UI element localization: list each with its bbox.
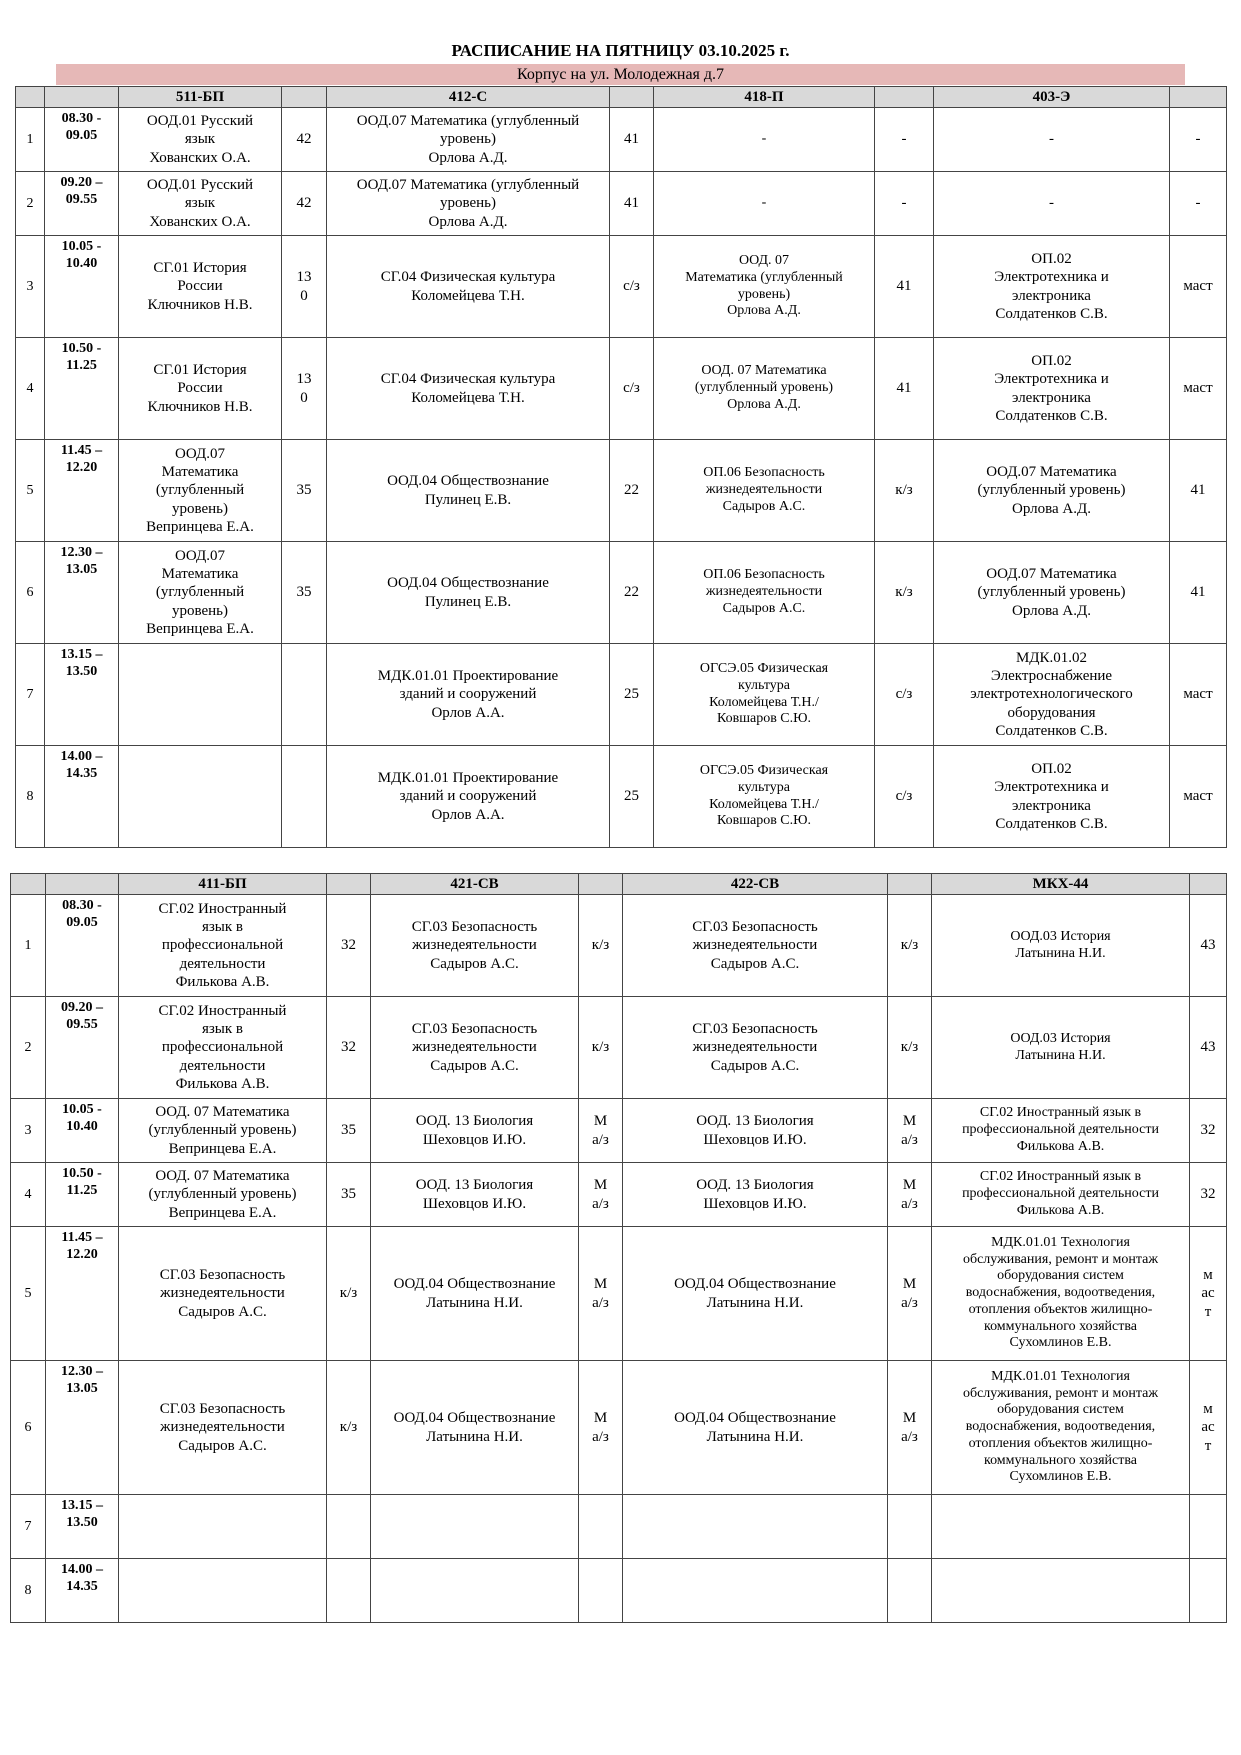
room-cell: маст: [1170, 236, 1227, 338]
room-cell: 35: [282, 440, 327, 542]
subject-cell: ООД. 07 Математика (углубленный уровень) Орлова А.Д.: [654, 236, 875, 338]
lesson-time: 14.00 – 14.35: [46, 1559, 119, 1623]
lesson-time: 14.00 – 14.35: [45, 746, 119, 848]
subject-cell: СГ.04 Физическая культура Коломейцева Т.Н.: [327, 338, 610, 440]
subject-cell: ООД.04 Обществознание Латынина Н.И.: [623, 1227, 888, 1361]
lesson-time: 13.15 – 13.50: [46, 1495, 119, 1559]
subject-cell: ОП.02 Электротехника и электроника Солдатенков С.В.: [934, 236, 1170, 338]
subject-cell: ООД.04 Обществознание Пулинец Е.В.: [327, 542, 610, 644]
schedule-table-2: [10, 873, 1227, 1623]
lesson-time: 09.20 – 09.55: [45, 172, 119, 236]
subject-cell: ООД. 13 Биология Шеховцов И.Ю.: [623, 1163, 888, 1227]
subject-cell: ООД. 13 Биология Шеховцов И.Ю.: [371, 1099, 579, 1163]
room-cell: 43: [1190, 997, 1227, 1099]
subject-cell: МДК.01.01 Проектирование зданий и сооружений Орлов А.А.: [327, 746, 610, 848]
room-cell: [579, 1559, 623, 1623]
room-cell: 32: [327, 997, 371, 1099]
room-cell: к/з: [875, 542, 934, 644]
lesson-row: [16, 172, 1227, 236]
subject-cell: -: [934, 172, 1170, 236]
lesson-number: 6: [16, 542, 45, 644]
lesson-number: 8: [16, 746, 45, 848]
lesson-row: [11, 1163, 1227, 1227]
room-cell: м ас т: [1190, 1361, 1227, 1495]
room-cell: -: [1170, 108, 1227, 172]
room-header: [1190, 874, 1227, 895]
room-cell: [282, 746, 327, 848]
room-cell: 41: [610, 108, 654, 172]
room-cell: [327, 1495, 371, 1559]
group-header: 411-БП: [119, 874, 327, 895]
header-blank: [11, 874, 46, 895]
lesson-row: [11, 1227, 1227, 1361]
subject-cell: СГ.02 Иностранный язык в профессиональной деятельности Филькова А.В.: [932, 1163, 1190, 1227]
room-cell: 32: [1190, 1099, 1227, 1163]
room-cell: 35: [327, 1099, 371, 1163]
subject-cell: [932, 1559, 1190, 1623]
subject-cell: ОП.02 Электротехника и электроника Солдатенков С.В.: [934, 746, 1170, 848]
subject-cell: ООД.03 История Латынина Н.И.: [932, 997, 1190, 1099]
room-cell: М а/з: [888, 1227, 932, 1361]
schedule-table-1: [15, 86, 1227, 848]
room-cell: 22: [610, 440, 654, 542]
lesson-row: [11, 1559, 1227, 1623]
subject-cell: ОП.06 Безопасность жизнедеятельности Садыров А.С.: [654, 542, 875, 644]
room-cell: М а/з: [579, 1099, 623, 1163]
lesson-number: 5: [11, 1227, 46, 1361]
room-cell: 35: [327, 1163, 371, 1227]
header-blank: [45, 87, 119, 108]
subject-cell: [623, 1495, 888, 1559]
room-cell: 41: [1170, 440, 1227, 542]
lesson-number: 7: [16, 644, 45, 746]
subject-cell: ООД.07 Математика (углубленный уровень) Орлова А.Д.: [327, 108, 610, 172]
room-cell: 32: [327, 895, 371, 997]
group-header: 418-П: [654, 87, 875, 108]
group-header: 422-СВ: [623, 874, 888, 895]
room-cell: 41: [875, 236, 934, 338]
lesson-row: [16, 644, 1227, 746]
lesson-number: 1: [11, 895, 46, 997]
room-cell: к/з: [888, 895, 932, 997]
lesson-time: 11.45 – 12.20: [46, 1227, 119, 1361]
subject-cell: ОГСЭ.05 Физическая культура Коломейцева Т.Н./ Ковшаров С.Ю.: [654, 746, 875, 848]
room-cell: 32: [1190, 1163, 1227, 1227]
room-cell: 13 0: [282, 236, 327, 338]
room-header: [875, 87, 934, 108]
room-cell: к/з: [579, 997, 623, 1099]
room-cell: 35: [282, 542, 327, 644]
subject-cell: ООД. 13 Биология Шеховцов И.Ю.: [623, 1099, 888, 1163]
subject-cell: ООД.01 Русский язык Хованских О.А.: [119, 108, 282, 172]
subject-cell: ООД.07 Математика (углубленный уровень) Вепринцева Е.А.: [119, 542, 282, 644]
subject-cell: СГ.03 Безопасность жизнедеятельности Садыров А.С.: [623, 997, 888, 1099]
room-header: [1170, 87, 1227, 108]
subject-cell: -: [654, 108, 875, 172]
lesson-time: 09.20 – 09.55: [46, 997, 119, 1099]
subject-cell: ООД.01 Русский язык Хованских О.А.: [119, 172, 282, 236]
room-cell: М а/з: [888, 1361, 932, 1495]
subject-cell: МДК.01.02 Электроснабжение электротехнологического оборудования Солдатенков С.В.: [934, 644, 1170, 746]
lesson-number: 3: [16, 236, 45, 338]
subject-cell: [119, 644, 282, 746]
lesson-time: 10.50 - 11.25: [45, 338, 119, 440]
room-header: [282, 87, 327, 108]
room-cell: М а/з: [579, 1361, 623, 1495]
subject-cell: ООД.07 Математика (углубленный уровень) Орлова А.Д.: [934, 542, 1170, 644]
room-cell: М а/з: [579, 1227, 623, 1361]
subject-cell: ОП.06 Безопасность жизнедеятельности Садыров А.С.: [654, 440, 875, 542]
subject-cell: СГ.02 Иностранный язык в профессиональной деятельности Филькова А.В.: [119, 997, 327, 1099]
lesson-time: 10.05 - 10.40: [46, 1099, 119, 1163]
subject-cell: [119, 746, 282, 848]
room-cell: [282, 644, 327, 746]
room-cell: к/з: [327, 1361, 371, 1495]
room-cell: -: [875, 108, 934, 172]
subject-cell: [119, 1495, 327, 1559]
lesson-row: [16, 440, 1227, 542]
subject-cell: [371, 1495, 579, 1559]
subject-cell: ООД.04 Обществознание Латынина Н.И.: [623, 1361, 888, 1495]
subject-cell: ООД. 07 Математика (углубленный уровень) Вепринцева Е.А.: [119, 1099, 327, 1163]
room-cell: м ас т: [1190, 1227, 1227, 1361]
subject-cell: СГ.03 Безопасность жизнедеятельности Садыров А.С.: [371, 895, 579, 997]
lesson-row: [16, 338, 1227, 440]
lesson-number: 1: [16, 108, 45, 172]
subject-cell: ООД. 07 Математика (углубленный уровень) Вепринцева Е.А.: [119, 1163, 327, 1227]
room-header: [327, 874, 371, 895]
room-cell: с/з: [875, 746, 934, 848]
room-cell: М а/з: [888, 1099, 932, 1163]
subject-cell: -: [654, 172, 875, 236]
room-cell: 43: [1190, 895, 1227, 997]
room-cell: 41: [1170, 542, 1227, 644]
room-cell: [888, 1559, 932, 1623]
lesson-time: 08.30 - 09.05: [46, 895, 119, 997]
room-cell: маст: [1170, 338, 1227, 440]
lesson-time: 12.30 – 13.05: [45, 542, 119, 644]
subject-cell: ООД.03 История Латынина Н.И.: [932, 895, 1190, 997]
room-cell: [327, 1559, 371, 1623]
header-blank: [46, 874, 119, 895]
room-cell: маст: [1170, 746, 1227, 848]
room-cell: 25: [610, 746, 654, 848]
lesson-number: 5: [16, 440, 45, 542]
room-cell: М а/з: [888, 1163, 932, 1227]
room-header: [888, 874, 932, 895]
subject-cell: [371, 1559, 579, 1623]
subject-cell: ООД.07 Математика (углубленный уровень) Орлова А.Д.: [327, 172, 610, 236]
room-cell: с/з: [610, 236, 654, 338]
group-header: 511-БП: [119, 87, 282, 108]
room-cell: к/з: [888, 997, 932, 1099]
room-cell: [1190, 1495, 1227, 1559]
subject-cell: ООД.04 Обществознание Пулинец Е.В.: [327, 440, 610, 542]
group-header: 412-С: [327, 87, 610, 108]
subject-cell: -: [934, 108, 1170, 172]
subject-cell: ООД.07 Математика (углубленный уровень) Орлова А.Д.: [934, 440, 1170, 542]
subject-cell: СГ.02 Иностранный язык в профессиональной деятельности Филькова А.В.: [932, 1099, 1190, 1163]
lesson-time: 11.45 – 12.20: [45, 440, 119, 542]
lesson-row: [11, 997, 1227, 1099]
subject-cell: ООД. 07 Математика (углубленный уровень) Орлова А.Д.: [654, 338, 875, 440]
subject-cell: ООД.04 Обществознание Латынина Н.И.: [371, 1361, 579, 1495]
lesson-number: 7: [11, 1495, 46, 1559]
lesson-number: 4: [16, 338, 45, 440]
group-header: 421-СВ: [371, 874, 579, 895]
lesson-row: [11, 1495, 1227, 1559]
lesson-number: 6: [11, 1361, 46, 1495]
room-cell: М а/з: [579, 1163, 623, 1227]
subject-cell: ООД.07 Математика (углубленный уровень) Вепринцева Е.А.: [119, 440, 282, 542]
header-row: [16, 87, 1227, 108]
subject-cell: ООД.04 Обществознание Латынина Н.И.: [371, 1227, 579, 1361]
group-header: 403-Э: [934, 87, 1170, 108]
lesson-time: 08.30 - 09.05: [45, 108, 119, 172]
room-cell: к/з: [875, 440, 934, 542]
lesson-row: [16, 108, 1227, 172]
lesson-row: [11, 1099, 1227, 1163]
subject-cell: [119, 1559, 327, 1623]
building-banner: Корпус на ул. Молодежная д.7: [56, 64, 1185, 85]
room-cell: -: [875, 172, 934, 236]
room-cell: с/з: [610, 338, 654, 440]
room-cell: [1190, 1559, 1227, 1623]
subject-cell: СГ.03 Безопасность жизнедеятельности Садыров А.С.: [371, 997, 579, 1099]
header-row: [11, 874, 1227, 895]
room-cell: [888, 1495, 932, 1559]
subject-cell: СГ.04 Физическая культура Коломейцева Т.Н.: [327, 236, 610, 338]
room-cell: маст: [1170, 644, 1227, 746]
lesson-row: [11, 895, 1227, 997]
room-cell: к/з: [327, 1227, 371, 1361]
room-cell: 22: [610, 542, 654, 644]
lesson-row: [16, 236, 1227, 338]
room-cell: с/з: [875, 644, 934, 746]
room-cell: 13 0: [282, 338, 327, 440]
lesson-time: 12.30 – 13.05: [46, 1361, 119, 1495]
room-cell: 25: [610, 644, 654, 746]
lesson-row: [16, 746, 1227, 848]
subject-cell: ОГСЭ.05 Физическая культура Коломейцева Т.Н./ Ковшаров С.Ю.: [654, 644, 875, 746]
lesson-time: 13.15 – 13.50: [45, 644, 119, 746]
room-cell: 41: [610, 172, 654, 236]
lesson-number: 2: [11, 997, 46, 1099]
subject-cell: МДК.01.01 Технология обслуживания, ремонт и монтаж оборудования систем водоснабжения, водоотведения, отопления объектов жилищно- коммунального хозяйства Сухомлинов Е.В.: [932, 1361, 1190, 1495]
room-header: [579, 874, 623, 895]
lesson-time: 10.50 - 11.25: [46, 1163, 119, 1227]
room-cell: 41: [875, 338, 934, 440]
subject-cell: ООД. 13 Биология Шеховцов И.Ю.: [371, 1163, 579, 1227]
subject-cell: МДК.01.01 Технология обслуживания, ремонт и монтаж оборудования систем водоснабжения, водоотведения, отопления объектов жилищно- коммунального хозяйства Сухомлинов Е.В.: [932, 1227, 1190, 1361]
group-header: МКХ-44: [932, 874, 1190, 895]
room-cell: [579, 1495, 623, 1559]
room-cell: к/з: [579, 895, 623, 997]
lesson-row: [16, 542, 1227, 644]
lesson-number: 4: [11, 1163, 46, 1227]
subject-cell: СГ.02 Иностранный язык в профессиональной деятельности Филькова А.В.: [119, 895, 327, 997]
subject-cell: СГ.01 История России Ключников Н.В.: [119, 236, 282, 338]
subject-cell: ОП.02 Электротехника и электроника Солдатенков С.В.: [934, 338, 1170, 440]
room-cell: -: [1170, 172, 1227, 236]
subject-cell: СГ.01 История России Ключников Н.В.: [119, 338, 282, 440]
lesson-row: [11, 1361, 1227, 1495]
subject-cell: [932, 1495, 1190, 1559]
subject-cell: СГ.03 Безопасность жизнедеятельности Садыров А.С.: [119, 1227, 327, 1361]
lesson-time: 10.05 - 10.40: [45, 236, 119, 338]
lesson-number: 2: [16, 172, 45, 236]
subject-cell: СГ.03 Безопасность жизнедеятельности Садыров А.С.: [623, 895, 888, 997]
room-header: [610, 87, 654, 108]
subject-cell: [623, 1559, 888, 1623]
room-cell: 42: [282, 172, 327, 236]
subject-cell: МДК.01.01 Проектирование зданий и сооружений Орлов А.А.: [327, 644, 610, 746]
subject-cell: СГ.03 Безопасность жизнедеятельности Садыров А.С.: [119, 1361, 327, 1495]
header-blank: [16, 87, 45, 108]
page-title: РАСПИСАНИЕ НА ПЯТНИЦУ 03.10.2025 г.: [451, 41, 790, 60]
room-cell: 42: [282, 108, 327, 172]
lesson-number: 8: [11, 1559, 46, 1623]
lesson-number: 3: [11, 1099, 46, 1163]
